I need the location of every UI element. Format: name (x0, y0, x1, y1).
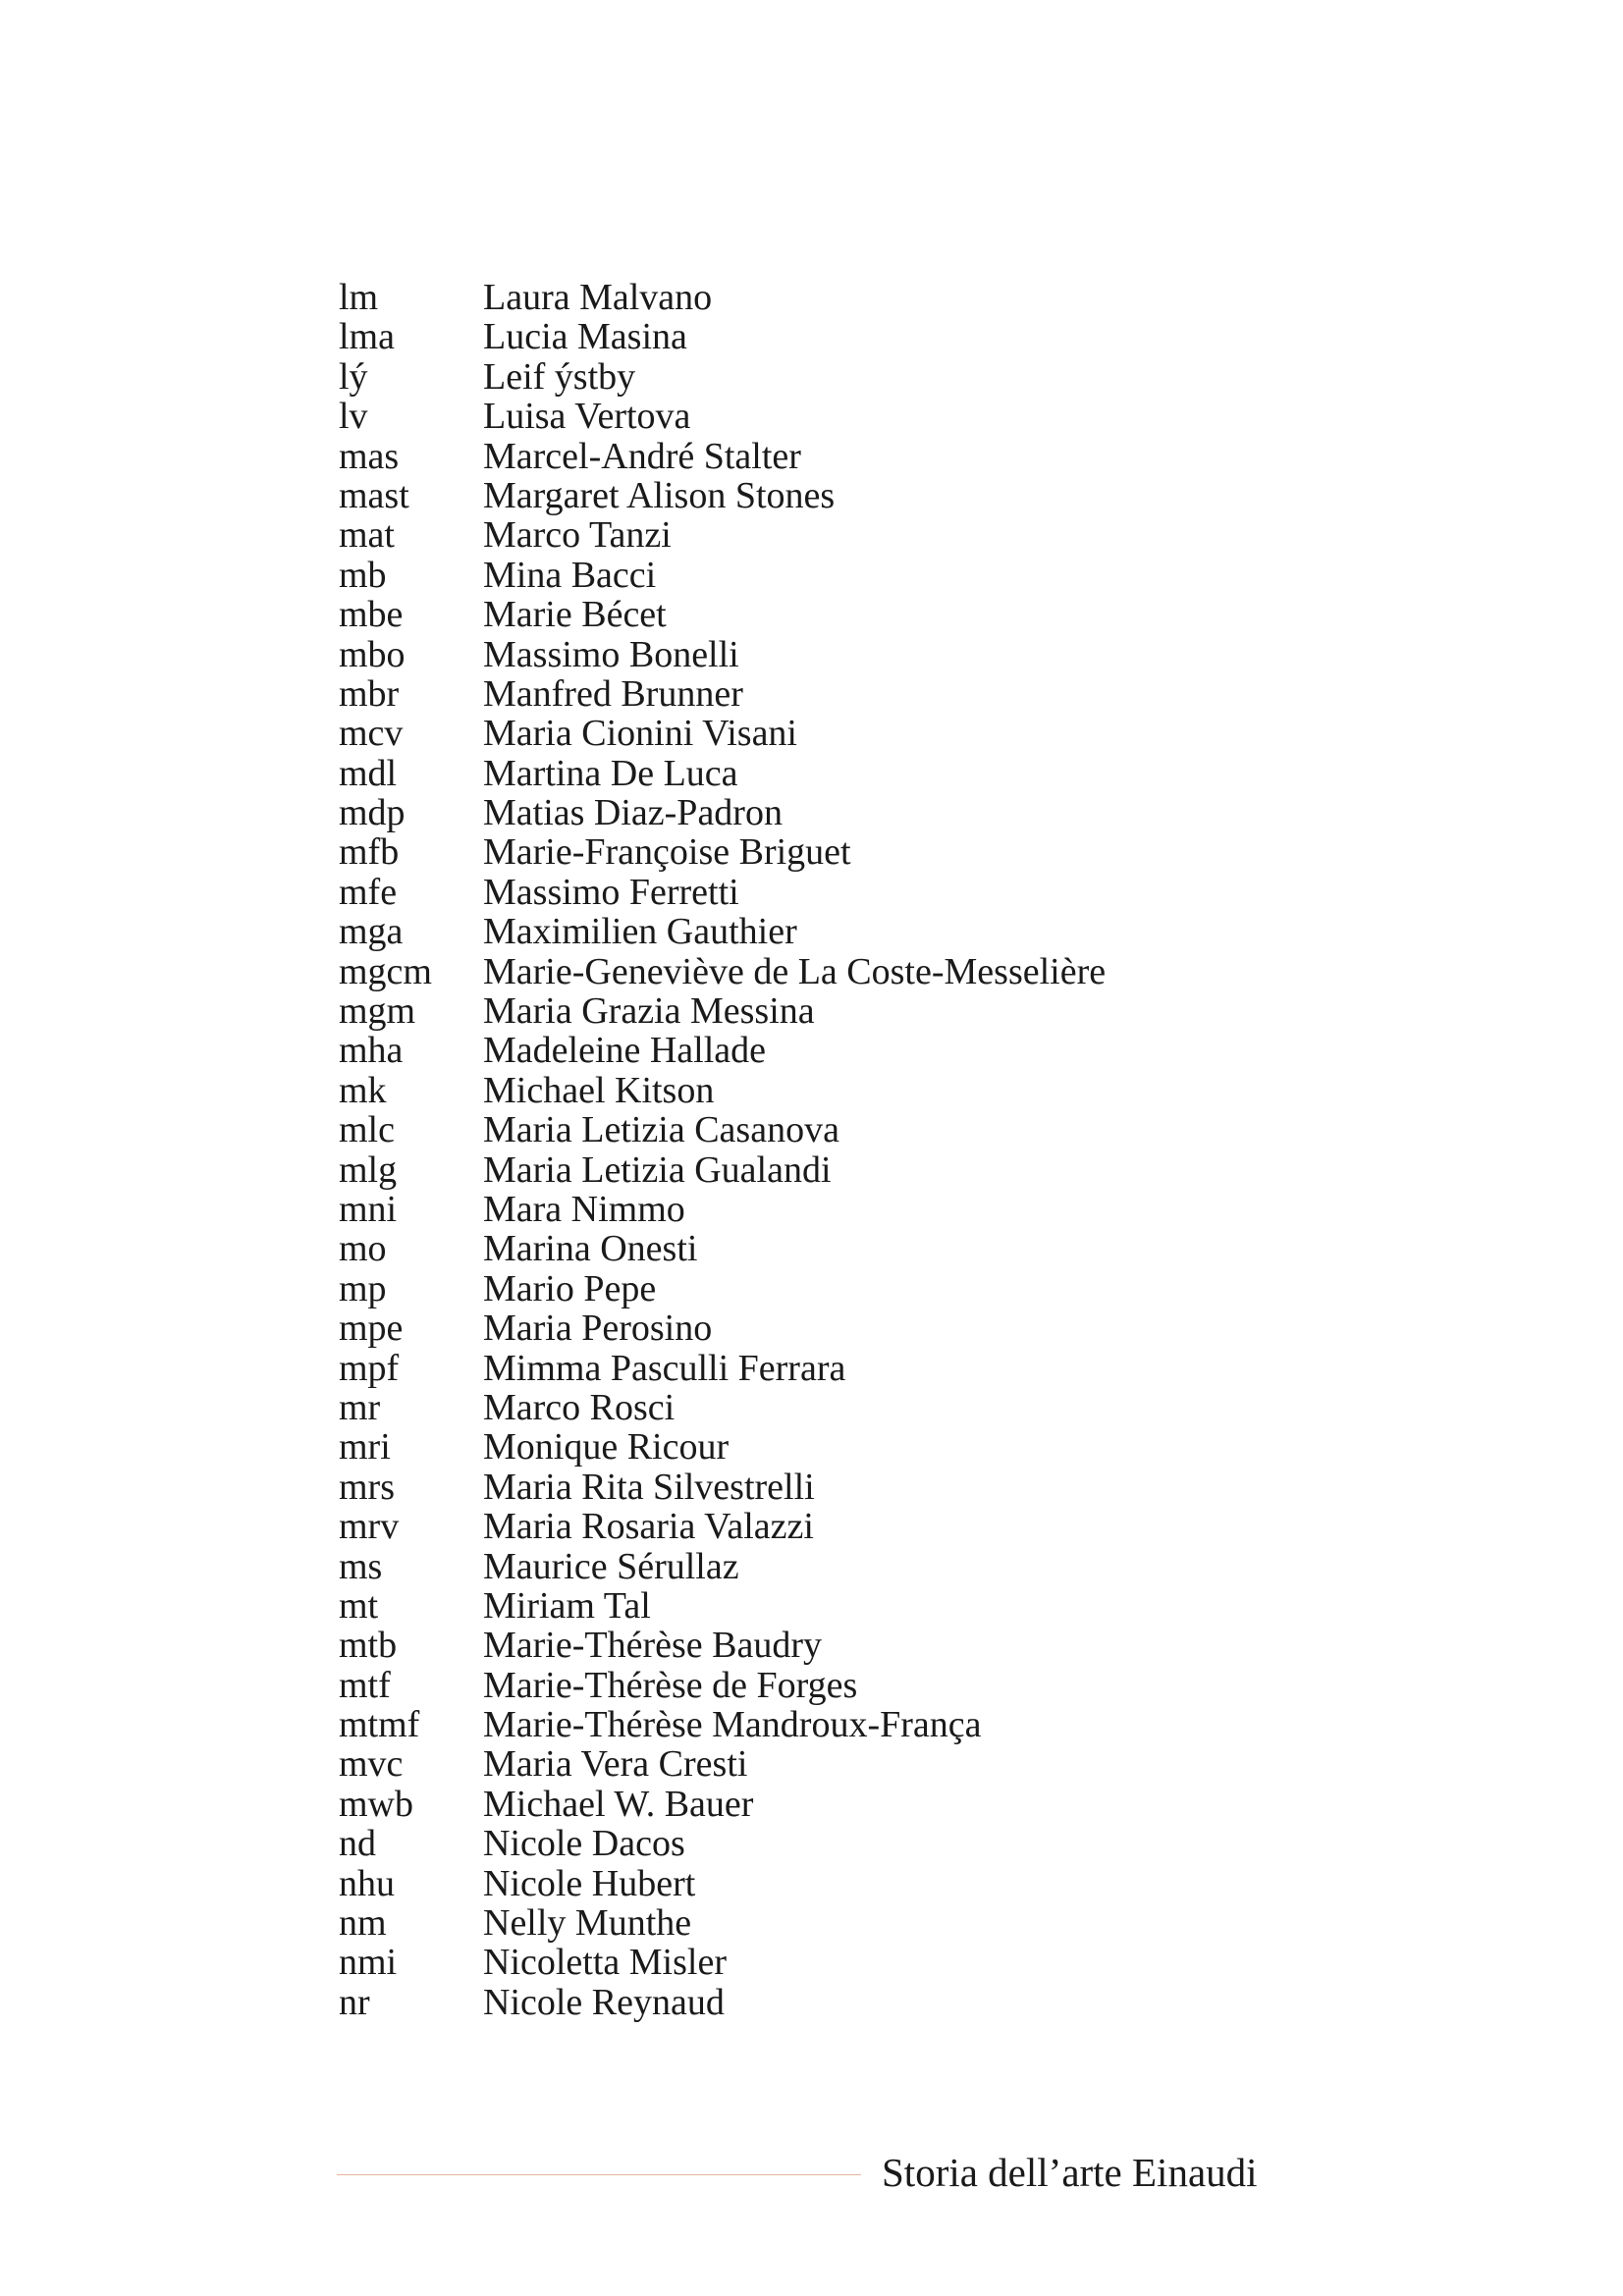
contributor-name: Maria Letizia Casanova (483, 1109, 839, 1151)
contributor-abbreviation: mbo (339, 633, 406, 675)
contributor-entry (339, 832, 1106, 872)
contributor-name: Nicole Dacos (483, 1823, 685, 1865)
contributor-name: Marcel-André Stalter (483, 435, 801, 477)
contributor-name: Matias Diaz-Padron (483, 792, 783, 834)
contributor-entry (339, 556, 1106, 595)
contributor-entry (339, 674, 1106, 714)
contributor-name: Mimma Pasculli Ferrara (483, 1347, 846, 1389)
contributor-entry (339, 952, 1106, 991)
contributor-entry (339, 476, 1106, 515)
contributor-entry (339, 1864, 1106, 1903)
contributor-entry (339, 357, 1106, 397)
contributor-entry (339, 991, 1106, 1031)
contributor-name: Martina De Luca (483, 752, 738, 794)
contributor-name: Maria Perosino (483, 1308, 713, 1350)
contributor-abbreviation: mtf (339, 1664, 391, 1706)
contributor-name: Maria Grazia Messina (483, 990, 815, 1033)
contributor-entry (339, 1626, 1106, 1665)
footer-rule (337, 2174, 861, 2175)
contributor-name: Leif ýstby (483, 355, 636, 398)
contributor-abbreviation: mat (339, 514, 395, 557)
contributor-abbreviation: mast (339, 474, 409, 516)
contributor-entry (339, 1229, 1106, 1268)
contributor-abbreviation: mtmf (339, 1704, 420, 1746)
contributor-entry (339, 1468, 1106, 1507)
contributor-name: Margaret Alison Stones (483, 474, 836, 516)
contributor-name: Maria Cionini Visani (483, 713, 797, 755)
contributor-entry (339, 793, 1106, 832)
contributor-abbreviation: mni (339, 1188, 398, 1230)
contributor-name: Laura Malvano (483, 277, 713, 318)
contributor-abbreviation: nhu (339, 1862, 395, 1904)
contributor-abbreviation: mwb (339, 1783, 413, 1825)
contributor-entry (339, 754, 1106, 793)
contributor-name: Marie-Thérèse Baudry (483, 1625, 823, 1667)
contributor-name: Nicole Reynaud (483, 1981, 725, 2023)
contributor-abbreviation: mga (339, 911, 404, 953)
contributor-abbreviation: lma (339, 316, 395, 358)
contributor-list (339, 278, 1106, 2022)
contributor-abbreviation: ms (339, 1545, 383, 1587)
contributor-abbreviation: mo (339, 1228, 387, 1270)
contributor-name: Luisa Vertova (483, 396, 691, 438)
contributor-abbreviation: mrv (339, 1506, 400, 1548)
contributor-name: Madeleine Hallade (483, 1030, 767, 1072)
contributor-entry (339, 1031, 1106, 1070)
contributor-entry (339, 1269, 1106, 1308)
contributor-entry (339, 1507, 1106, 1546)
contributor-entry (339, 515, 1106, 555)
contributor-abbreviation: lm (339, 277, 379, 318)
contributor-entry (339, 1983, 1106, 2022)
contributor-entry (339, 317, 1106, 356)
contributor-name: Nicoletta Misler (483, 1942, 727, 1984)
contributor-abbreviation: mdl (339, 752, 398, 794)
contributor-entry (339, 1943, 1106, 1982)
contributor-name: Marie-Thérèse de Forges (483, 1664, 858, 1706)
contributor-name: Mario Pepe (483, 1267, 657, 1309)
contributor-entry (339, 1427, 1106, 1467)
contributor-entry (339, 1190, 1106, 1229)
contributor-abbreviation: mri (339, 1426, 391, 1468)
contributor-abbreviation: mgm (339, 990, 416, 1033)
contributor-name: Marie-Thérèse Mandroux-França (483, 1704, 982, 1746)
contributor-name: Marco Tanzi (483, 514, 672, 557)
contributor-abbreviation: lý (339, 355, 368, 398)
contributor-name: Lucia Masina (483, 316, 687, 358)
contributor-entry (339, 278, 1106, 317)
contributor-abbreviation: mk (339, 1069, 387, 1111)
contributor-name: Nicole Hubert (483, 1862, 696, 1904)
contributor-name: Miriam Tal (483, 1584, 651, 1627)
contributor-name: Massimo Bonelli (483, 633, 739, 675)
contributor-abbreviation: mpf (339, 1347, 400, 1389)
contributor-abbreviation: mcv (339, 713, 404, 755)
contributor-entry (339, 1308, 1106, 1348)
contributor-name: Massimo Ferretti (483, 871, 739, 913)
contributor-entry (339, 1110, 1106, 1149)
contributor-name: Marco Rosci (483, 1386, 676, 1428)
contributor-name: Maurice Sérullaz (483, 1545, 739, 1587)
contributor-abbreviation: mfb (339, 831, 400, 874)
contributor-name: Marina Onesti (483, 1228, 698, 1270)
contributor-name: Mina Bacci (483, 554, 657, 596)
contributor-abbreviation: mgcm (339, 950, 432, 992)
contributor-name: Manfred Brunner (483, 672, 743, 715)
contributor-entry (339, 1824, 1106, 1863)
contributor-abbreviation: mt (339, 1584, 379, 1627)
contributor-abbreviation: mbr (339, 672, 400, 715)
contributor-abbreviation: mrs (339, 1466, 395, 1508)
contributor-abbreviation: nr (339, 1981, 370, 2023)
contributor-abbreviation: mpe (339, 1308, 404, 1350)
contributor-abbreviation: mtb (339, 1625, 398, 1667)
contributor-name: Monique Ricour (483, 1426, 730, 1468)
contributor-abbreviation: mas (339, 435, 400, 477)
contributor-entry (339, 873, 1106, 912)
contributor-entry (339, 1785, 1106, 1824)
contributor-name: Michael Kitson (483, 1069, 715, 1111)
contributor-abbreviation: mb (339, 554, 387, 596)
contributor-abbreviation: nmi (339, 1942, 398, 1984)
contributor-entry (339, 912, 1106, 951)
contributor-entry (339, 595, 1106, 634)
contributor-name: Michael W. Bauer (483, 1783, 754, 1825)
contributor-name: Marie Bécet (483, 594, 667, 636)
contributor-entry (339, 1744, 1106, 1784)
contributor-entry (339, 1150, 1106, 1190)
contributor-abbreviation: mlc (339, 1109, 395, 1151)
contributor-entry (339, 1349, 1106, 1388)
contributor-abbreviation: mfe (339, 871, 398, 913)
contributor-name: Marie-Françoise Briguet (483, 831, 851, 874)
contributor-name: Nelly Munthe (483, 1902, 692, 1945)
contributor-name: Maria Vera Cresti (483, 1743, 748, 1786)
footer-title: Storia dell’arte Einaudi (882, 2150, 1258, 2195)
contributor-abbreviation: mvc (339, 1743, 404, 1786)
contributor-abbreviation: mlg (339, 1148, 398, 1191)
contributor-entry (339, 1586, 1106, 1626)
contributor-entry (339, 1705, 1106, 1744)
contributor-entry (339, 1071, 1106, 1110)
contributor-entry (339, 397, 1106, 436)
contributor-abbreviation: mdp (339, 792, 406, 834)
contributor-name: Mara Nimmo (483, 1188, 685, 1230)
contributor-abbreviation: mp (339, 1267, 387, 1309)
contributor-entry (339, 437, 1106, 476)
contributor-name: Maria Letizia Gualandi (483, 1148, 832, 1191)
contributor-abbreviation: lv (339, 396, 368, 438)
contributor-name: Maria Rita Silvestrelli (483, 1466, 815, 1508)
contributor-name: Marie-Geneviève de La Coste-Messelière (483, 950, 1107, 992)
contributor-abbreviation: mha (339, 1030, 404, 1072)
contributor-entry (339, 1666, 1106, 1705)
contributor-entry (339, 1547, 1106, 1586)
contributor-name: Maria Rosaria Valazzi (483, 1506, 814, 1548)
contributor-entry (339, 1903, 1106, 1943)
contributor-entry (339, 635, 1106, 674)
contributor-entry (339, 714, 1106, 753)
contributor-abbreviation: nd (339, 1823, 376, 1865)
contributor-abbreviation: nm (339, 1902, 387, 1945)
contributor-abbreviation: mr (339, 1386, 381, 1428)
contributor-abbreviation: mbe (339, 594, 404, 636)
contributor-entry (339, 1388, 1106, 1427)
contributor-name: Maximilien Gauthier (483, 911, 797, 953)
